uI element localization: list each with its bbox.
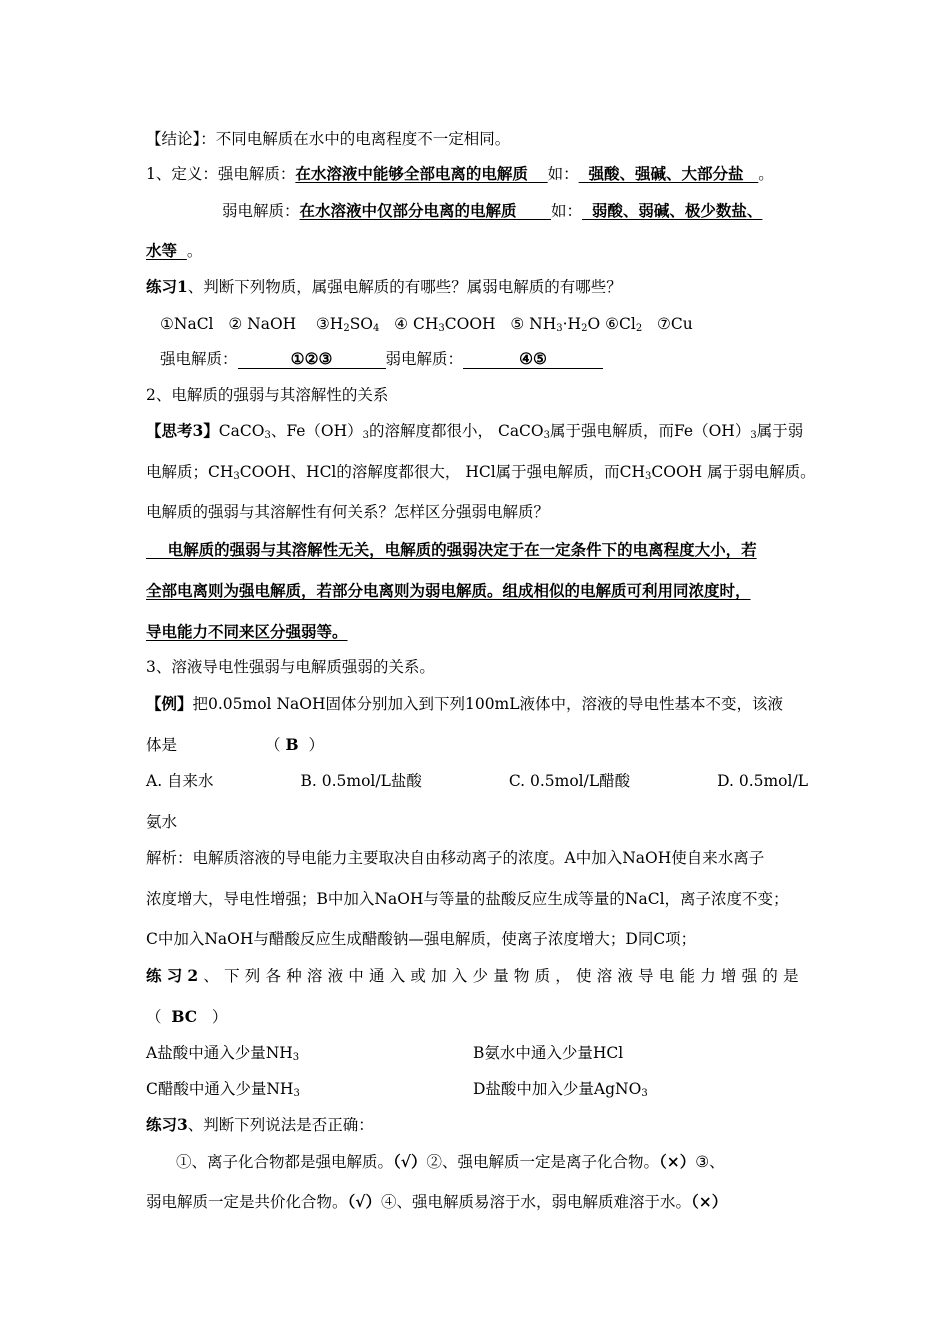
option-d: D. 0.5mol/L xyxy=(717,772,808,790)
think3-answer-2: 全部电离则为强电解质，若部分电离则为弱电解质。组成相似的电解质可利用同浓度时， xyxy=(146,581,751,600)
exercise2-option-c: C醋酸中通入少量$NH_3$ xyxy=(146,1080,300,1099)
option-c: C. 0.5mol/L醋酸 xyxy=(508,772,631,790)
example-text-2: 体是 xyxy=(146,736,178,754)
exercise1-question xyxy=(146,277,622,297)
example-options xyxy=(146,771,808,791)
item-5: ⑤ $NH_3\cdot H_2O$ xyxy=(510,315,601,334)
exercise2-option-b: B氨水中通入少量HCl xyxy=(473,1044,624,1062)
strong-examples: 强酸、强碱、大部分盐 xyxy=(588,164,744,183)
exercise1-items xyxy=(160,314,693,334)
example-paren-right: ） xyxy=(308,736,324,754)
definition-strong-line xyxy=(146,164,774,184)
example-tag: 【例】 xyxy=(146,694,193,713)
weak-end: 。 xyxy=(186,242,203,260)
strong-ru: 如： xyxy=(547,165,579,183)
item-4: ④ $CH_3COOH$ xyxy=(394,315,496,334)
example-text: 把0.05mol NaOH固体分别加入到下列100mL液体中，溶液的导电性基本不变，该液 xyxy=(192,695,784,713)
definition-weak-line xyxy=(222,201,762,221)
weak-ru: 如： xyxy=(551,202,583,220)
judgement-1: （√） xyxy=(393,1152,427,1171)
item-6: $⑥Cl_2$ xyxy=(605,315,643,334)
example-paren-left: （ xyxy=(265,736,281,754)
item-7: ⑦Cu xyxy=(656,315,693,333)
item-3: $③H_2SO_4$ xyxy=(315,315,380,334)
think3-tag: 【思考3】 xyxy=(146,421,219,440)
exercise1-answers xyxy=(160,349,603,369)
option-d-cont: 氨水 xyxy=(146,813,178,831)
exercise1-title: 练习1 xyxy=(146,277,188,296)
exercise3-line2: 弱电解质一定是共价化合物。（√）④、强电解质易溶于水，弱电解质难溶于水。（×） xyxy=(146,1192,728,1211)
exercise2-answer xyxy=(146,1007,227,1027)
think3-answer-3: 导电能力不同来区分强弱等。 xyxy=(146,622,348,641)
weak-answer: ④⑤ xyxy=(463,350,603,369)
exercise1-text: 、判断下列物质，属强电解质的有哪些？属弱电解质的有哪些？ xyxy=(187,278,622,296)
think3-line1: 【思考3】CaCO$_3$、$Fe(OH)_3$的溶解度都很小， CaCO$_3$属于强电解质，而$Fe(OH)_3$属于弱 xyxy=(146,421,804,441)
weak-label: 弱电解质： xyxy=(222,202,300,220)
example-question-2 xyxy=(146,735,324,755)
weak-definition: 在水溶液中仅部分电离的电解质 xyxy=(299,201,517,220)
exercise3-line1: ①、离子化合物都是强电解质。（√）②、强电解质一定是离子化合物。（×）③、 xyxy=(176,1152,725,1171)
option-b: B. 0.5mol/L盐酸 xyxy=(300,772,422,790)
think3-line2: 电解质；$CH_3COOH$、HCl的溶解度都很大， HCl属于强电解质，而$CH_3COOH$ 属于弱电解质。 xyxy=(146,463,816,482)
example-question xyxy=(146,694,783,714)
judgement-4: （×） xyxy=(690,1192,728,1211)
definition-number: 1、定义： xyxy=(146,165,218,183)
item-1: ①NaCl xyxy=(160,315,214,333)
definition-weak-line-2 xyxy=(146,241,202,261)
exercise3-question xyxy=(146,1115,374,1135)
judgement-2: （×） xyxy=(658,1152,696,1171)
item-2: ② NaOH xyxy=(228,315,297,333)
option-a: A. 自来水 xyxy=(146,772,214,790)
exercise2-option-a: A盐酸中通入少量$NH_3$ xyxy=(146,1044,300,1063)
conclusion-line xyxy=(146,129,510,149)
conclusion-tag: 【结论】 xyxy=(146,130,201,148)
example-answer: B xyxy=(285,735,299,754)
exercise2-answer-value: BC xyxy=(171,1007,198,1026)
exercise2-option-d: D盐酸中加入少量AgNO$_3$ xyxy=(473,1080,648,1099)
exercise3-title: 练习3 xyxy=(146,1115,188,1134)
weak-answer-label: 弱电解质： xyxy=(385,350,464,368)
think3-answer-1: 电解质的强弱与其溶解性无关，电解质的强弱决定于在一定条件下的电离程度大小，若 xyxy=(146,540,757,559)
exercise3-text: 、判断下列说法是否正确： xyxy=(187,1116,374,1134)
analysis-3: C中加入NaOH与醋酸反应生成醋酸钠—强电解质，使离子浓度增大；D同C项； xyxy=(146,930,697,948)
think3-question: 电解质的强弱与其溶解性有何关系？怎样区分强弱电解质？ xyxy=(146,503,550,521)
strong-answer: ①②③ xyxy=(238,350,386,369)
judgement-3: （√） xyxy=(347,1192,381,1211)
strong-answer-label: 强电解质： xyxy=(160,350,238,368)
strong-end: 。 xyxy=(758,165,774,183)
analysis-2: 浓度增大，导电性增强；B中加入NaOH与等量的盐酸反应生成等量的NaCl，离子浓度不变； xyxy=(146,890,789,908)
section2-heading: 2、电解质的强弱与其溶解性的关系 xyxy=(146,386,389,404)
strong-label: 强电解质： xyxy=(217,165,296,183)
conclusion-text: ：不同电解质在水中的电离程度不一定相同。 xyxy=(200,130,511,148)
exercise2-question xyxy=(146,966,804,986)
section3-heading: 3、溶液导电性强弱与电解质强弱的关系。 xyxy=(146,658,435,676)
analysis-1: 解析：电解质溶液的导电能力主要取决自由移动离子的浓度。A中加入NaOH使自来水离子 xyxy=(146,849,765,867)
strong-definition: 在水溶液中能够全部电离的电解质 xyxy=(295,164,528,183)
weak-examples: 弱酸、弱碱、极少数盐、 xyxy=(591,201,763,220)
weak-examples-cont: 水等 xyxy=(146,241,178,260)
exercise2-title: 练习2 xyxy=(146,966,204,985)
exercise2-paren-right: ） xyxy=(211,1008,228,1026)
exercise2-text: 、下列各种溶液中通入或加入少量物质，使溶液导电能力增强的是 xyxy=(203,967,804,985)
exercise2-paren-left: （ xyxy=(146,1008,162,1026)
